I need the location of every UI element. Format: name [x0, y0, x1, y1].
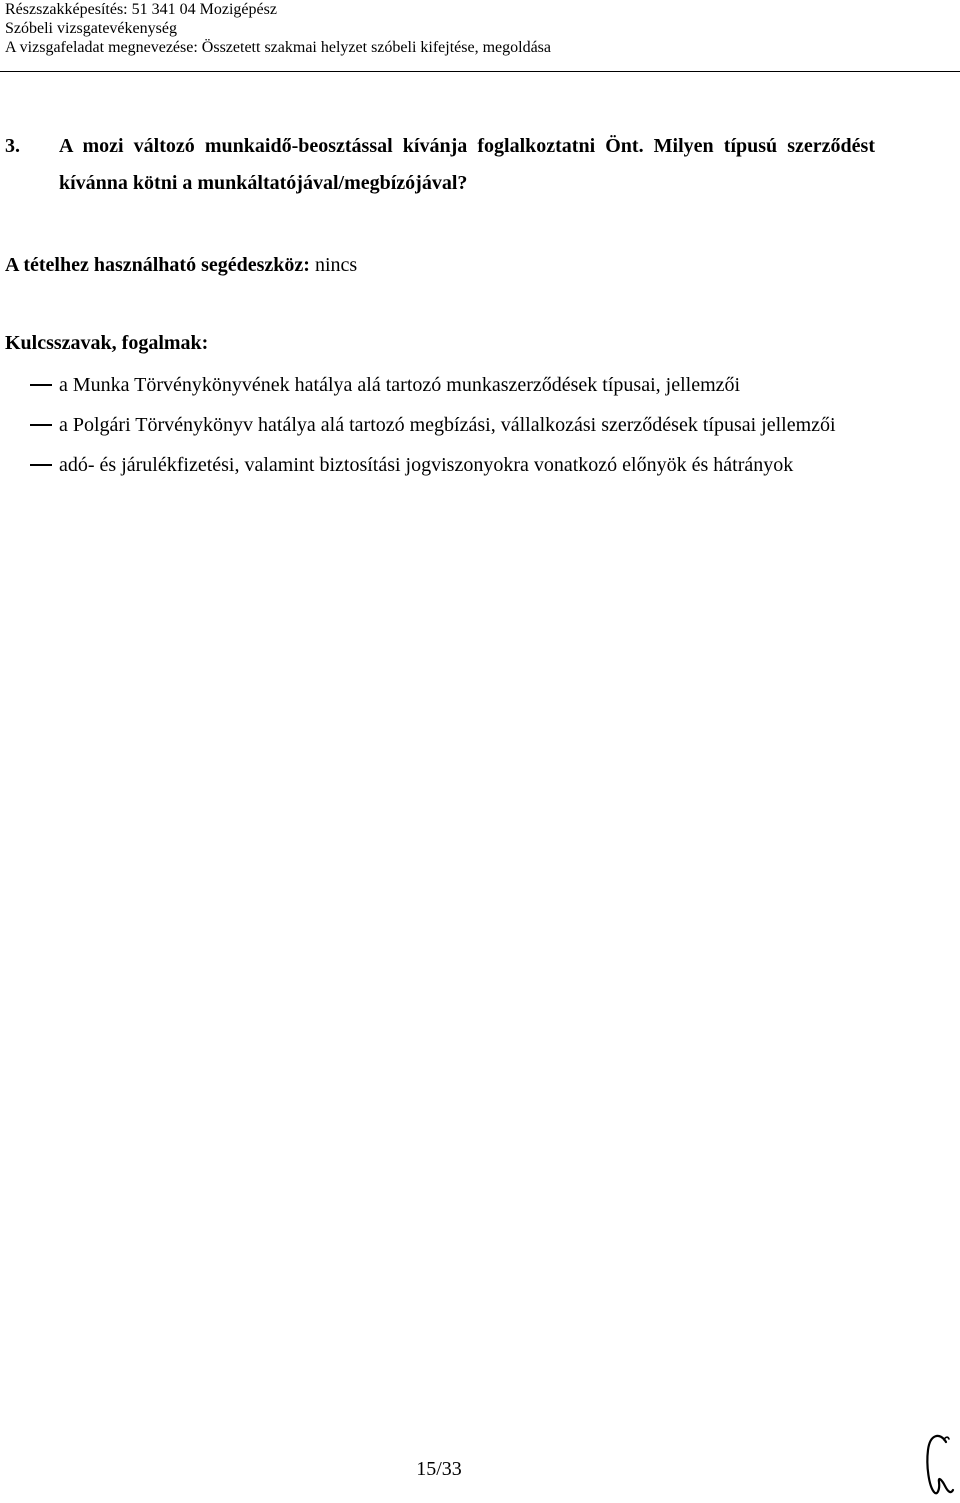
- page-number: 15/33: [416, 1458, 462, 1480]
- question-text: A mozi változó munkaidő-beosztással kívánja foglalkoztatni Önt. Milyen típusú szerződést kívánna kötni a munkáltatójával/megbízójával?: [59, 135, 875, 194]
- keyword-text: adó- és járulékfizetési, valamint biztosítási jogviszonyokra vonatkozó előnyök és hátrányok: [59, 454, 794, 476]
- keyword-item: [5, 405, 876, 445]
- question-number: 3.: [5, 135, 20, 157]
- keyword-text: a Munka Törvénykönyvének hatálya alá tartozó munkaszerződések típusai, jellemzői: [59, 374, 741, 396]
- dash-bullet-icon: [30, 424, 52, 426]
- header-task-name: A vizsgafeladat megnevezése: Összetett szakmai helyzet szóbeli kifejtése, megoldása: [5, 39, 551, 56]
- aid-label: A tételhez használható segédeszköz:: [5, 254, 310, 276]
- keyword-item: [5, 365, 876, 405]
- keywords-title: Kulcsszavak, fogalmak:: [5, 332, 209, 354]
- document-header: [5, 0, 955, 57]
- header-exam-activity: Szóbeli vizsgatevékenység: [5, 20, 177, 37]
- keyword-item: [5, 445, 876, 485]
- keyword-text: a Polgári Törvénykönyv hatálya alá tartozó megbízási, vállalkozási szerződések típusai jellemzői: [59, 414, 836, 436]
- aid-line: [5, 251, 357, 279]
- question-block: [5, 128, 875, 202]
- aid-value: nincs: [314, 254, 358, 276]
- header-qualification: Részszakképesítés: 51 341 04 Mozigépész: [5, 1, 277, 18]
- header-divider: [0, 71, 960, 72]
- keywords-list: [5, 365, 876, 485]
- dash-bullet-icon: [30, 464, 52, 466]
- signature-icon: [918, 1420, 958, 1500]
- dash-bullet-icon: [30, 384, 52, 386]
